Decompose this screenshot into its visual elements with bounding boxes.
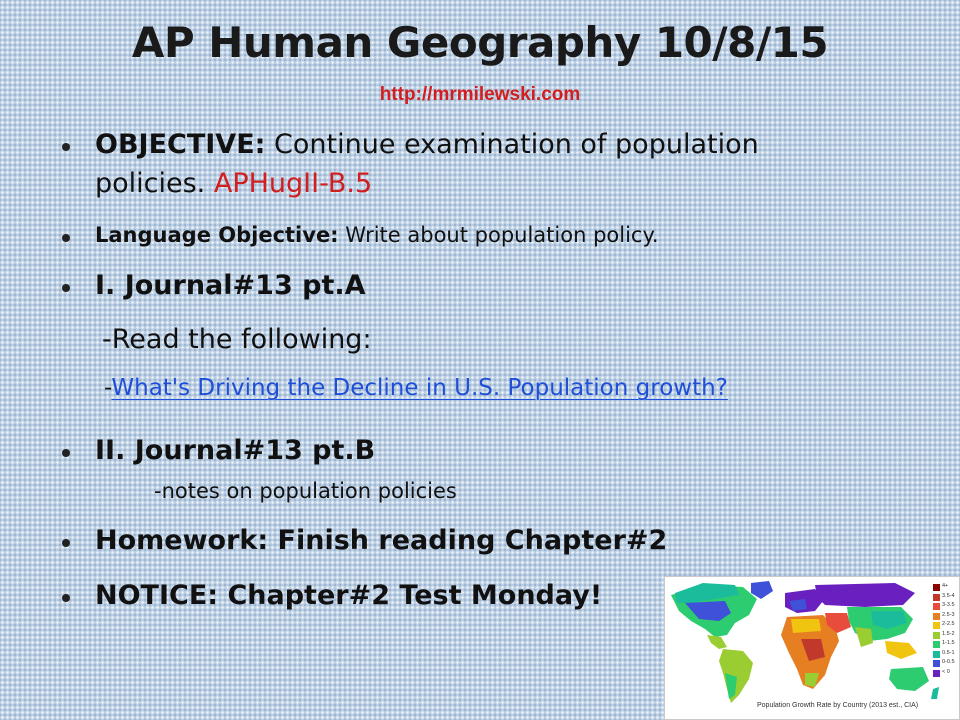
bullet-dot xyxy=(62,449,70,457)
objective-text: Continue examination of population xyxy=(265,129,759,160)
bullet-dot xyxy=(62,143,70,151)
legend-item xyxy=(933,650,957,660)
journal-a-heading: I. Journal#13 pt.A xyxy=(95,270,366,301)
legend-item xyxy=(933,659,957,669)
journal-a-instruction: -Read the following: xyxy=(102,324,372,355)
legend-item xyxy=(933,612,957,622)
legend-label: 0-0.5 xyxy=(942,659,955,665)
legend-swatch xyxy=(933,584,940,591)
legend-label: 0.5-1 xyxy=(942,649,955,656)
objective-line-2 xyxy=(95,168,372,199)
legend-label: 2-2.5 xyxy=(942,621,955,627)
slide-title: AP Human Geography 10/8/15 xyxy=(131,18,829,67)
legend-label: 3.5-4 xyxy=(942,592,955,599)
bullet-dot xyxy=(62,234,70,242)
legend-label: 3-3.5 xyxy=(942,602,955,608)
legend-swatch xyxy=(933,651,940,658)
objective-label: OBJECTIVE: xyxy=(95,129,266,160)
homework: Homework: Finish reading Chapter#2 xyxy=(95,525,668,556)
world-map-image xyxy=(665,577,959,719)
legend-item xyxy=(933,593,957,603)
legend-swatch xyxy=(933,632,940,639)
legend-swatch xyxy=(933,622,940,629)
legend-label: 4+ xyxy=(942,583,949,589)
legend-swatch xyxy=(933,594,940,601)
legend-item xyxy=(933,640,957,650)
language-objective-text: Write about population policy. xyxy=(338,223,659,247)
map-caption: Population Growth Rate by Country (2013 est., CIA) xyxy=(757,702,919,709)
notice: NOTICE: Chapter#2 Test Monday! xyxy=(95,580,603,611)
map-legend xyxy=(933,583,957,678)
legend-label: 2.5-3 xyxy=(942,611,955,618)
population-growth-map xyxy=(664,576,960,720)
legend-swatch xyxy=(933,613,940,620)
objective-line-1 xyxy=(95,129,759,160)
journal-b-note: -notes on population policies xyxy=(154,479,457,503)
legend-item xyxy=(933,583,957,593)
legend-swatch xyxy=(933,660,940,667)
legend-swatch xyxy=(933,641,940,648)
legend-item xyxy=(933,621,957,631)
legend-item xyxy=(933,631,957,641)
journal-b-heading: II. Journal#13 pt.B xyxy=(95,435,376,466)
journal-a-link-line xyxy=(104,375,728,401)
legend-label: < 0 xyxy=(942,668,950,675)
bullet-dot xyxy=(62,284,70,292)
language-objective xyxy=(95,223,659,247)
legend-label: 1.5-2 xyxy=(942,630,955,637)
bullet-dot xyxy=(62,539,70,547)
legend-item xyxy=(933,669,957,679)
legend-swatch xyxy=(933,670,940,677)
website-url[interactable]: http://mrmilewski.com xyxy=(379,84,581,105)
objective-text-cont: policies. xyxy=(95,168,214,199)
objective-code: APHugII-B.5 xyxy=(213,168,373,199)
link-dash: - xyxy=(104,375,112,401)
legend-item xyxy=(933,602,957,612)
article-link[interactable]: What's Driving the Decline in U.S. Population growth? xyxy=(111,375,728,401)
bullet-dot xyxy=(62,594,70,602)
language-objective-label: Language Objective: xyxy=(95,223,339,247)
legend-label: 1-1.5 xyxy=(942,640,955,646)
legend-swatch xyxy=(933,603,940,610)
